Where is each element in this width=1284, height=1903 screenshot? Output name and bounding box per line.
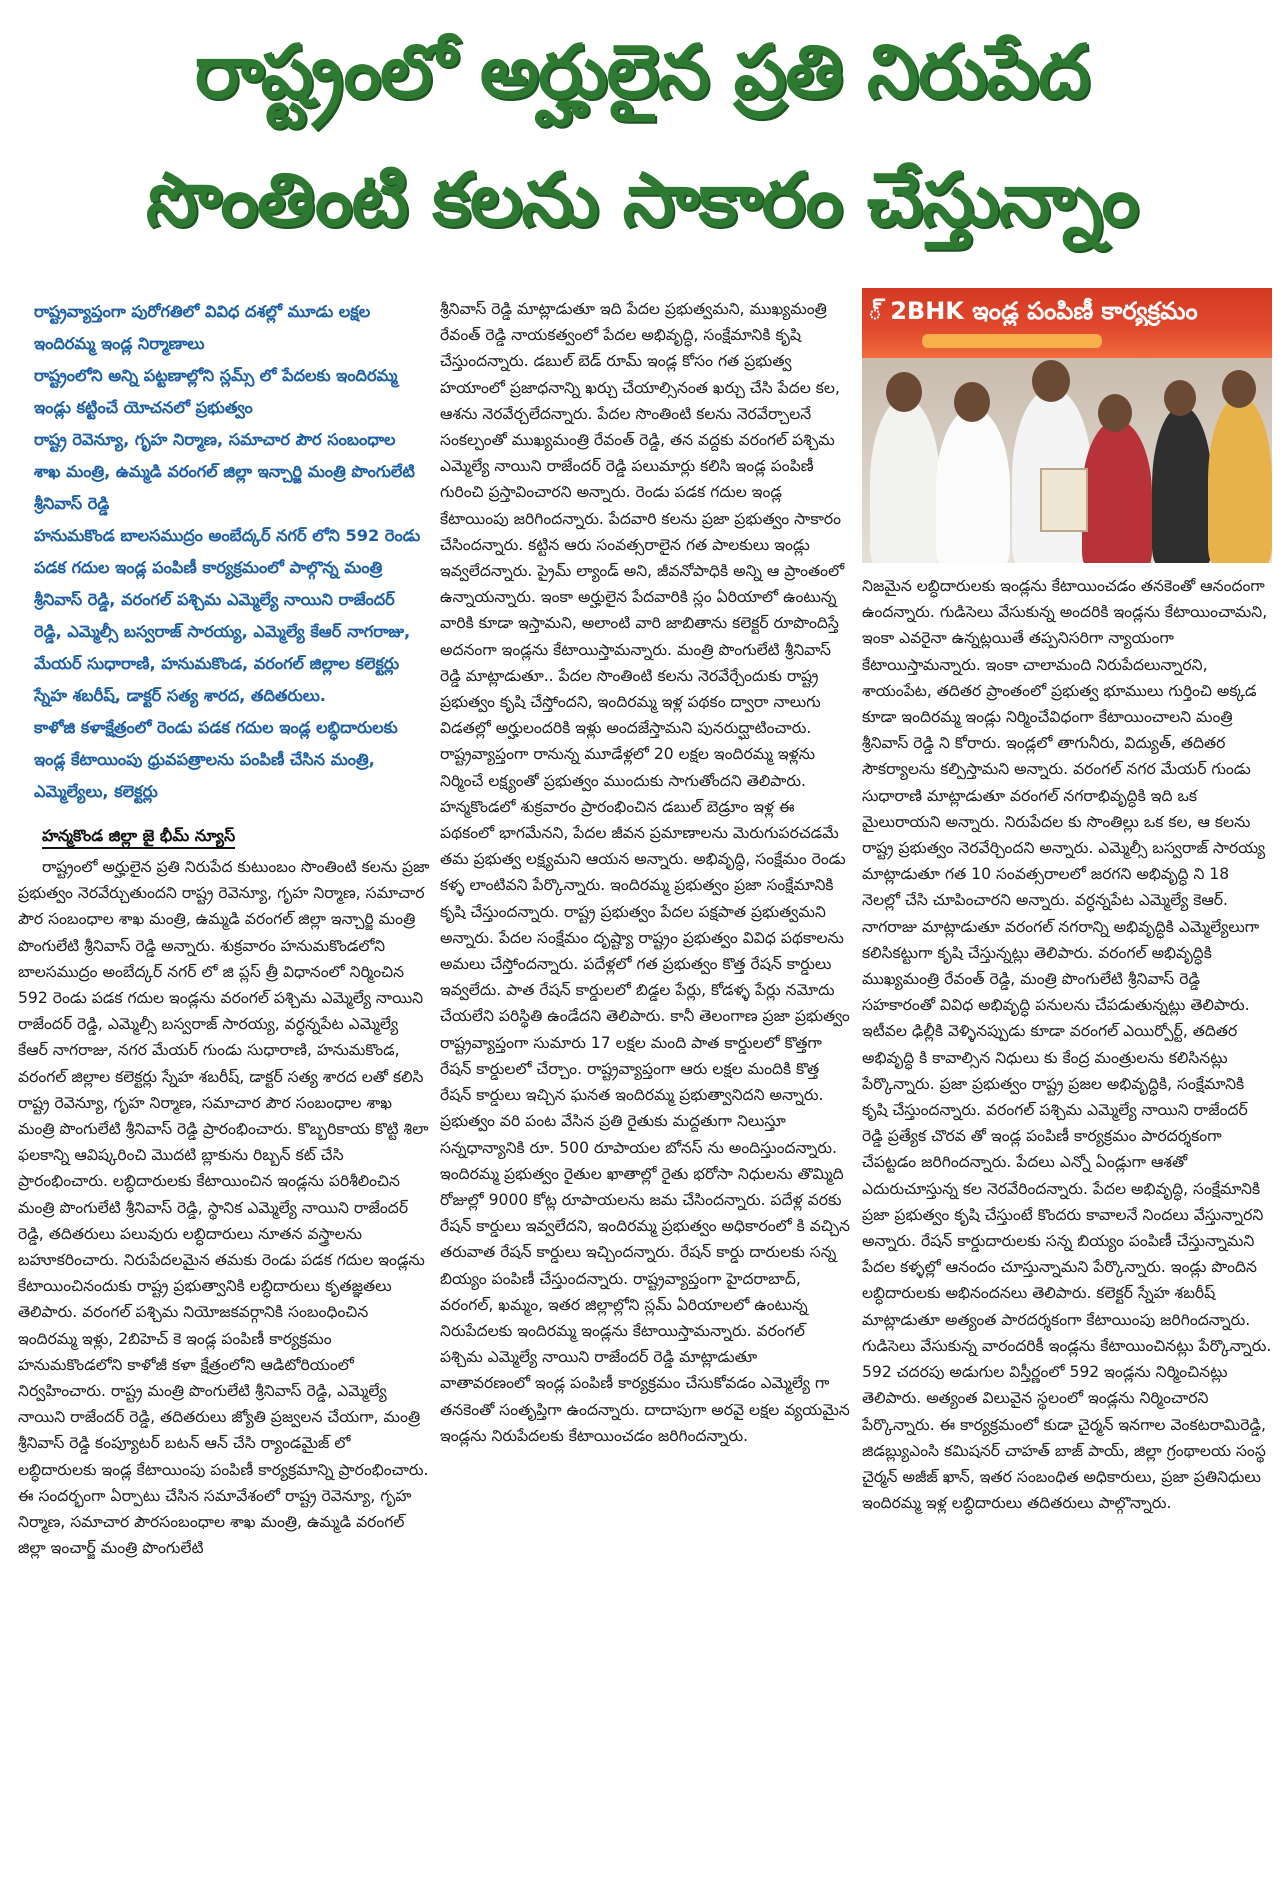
person-head <box>886 372 922 412</box>
person-figure <box>936 408 1010 563</box>
column-3 <box>862 288 1272 1896</box>
person-head <box>1098 394 1132 432</box>
headline-line-1: రాష్ట్రంలో అర్హులైన ప్రతి నిరుపేద <box>194 29 1090 115</box>
person-head <box>954 382 990 422</box>
paragraph: నిజమైన లబ్ధిదారులకు ఇండ్లను కేటాయించడం తనకెంతో ఆనందంగా ఉందన్నారు. గుడిసెలు వేసుకున్న అందరికి ఇండ్లను కేటాయించామని, ఇంకా ఎవరైనా ఉన్నట్లయితే తప్పనిసరిగా న్యాయంగా కేటాయిస్తామన్నారు. ఇంకా చాలామంది నిరుపేదలున్నారని, శాయంపేట, తదితర ప్రాంతంలో ప్రభుత్వ భూములు గుర్తించి అక్కడ కూడా ఇందిరమ్మ ఇండ్లు నిర్మించేవిధంగా కేటాయించాలని మంత్రి శ్రీనివాస్ రెడ్డి ని కోరారు. ఇండ్లలో తాగునీరు, విద్యుత్, తదితర సౌకర్యాలను కల్పిస్తామని అన్నారు. వరంగల్ నగర మేయర్ గుండు సుధారాణి మాట్లాడుతూ వరంగల్ నగరాభివృద్ధికి ఇది ఒక మైలురాయని అన్నారు. నిరుపేదల కు సొంతిల్లు ఒక కల, ఆ కలను రాష్ట్ర ప్రభుత్వం నెరవేర్చిందని అన్నారు. ఎమ్మెల్సీ బస్వరాజ్ సారయ్య మాట్లాడుతూ గత 10 సంవత్సరాలలో జరగని అభివృద్ధి ని 18 నెలల్లో చేసి చూపించారని అన్నారు. వర్ధన్నపేట ఎమ్మెల్యే కెఆర్. నాగరాజు మాట్లాడుతూ వరంగల్ నగరాన్ని అభివృద్ధికి ఎమ్మెల్యేలుగా కలిసికట్టుగా కృషి చేస్తున్నట్లు తెలిపారు. వరంగల్ అభివృద్ధికి ముఖ్యమంత్రి రేవంత్ రెడ్డి, మంత్రి పొంగులేటి శ్రీనివాస్ రెడ్డి సహకారంతో వివిధ అభివృద్ధి పనులను చేపడుతున్నట్లు తెలిపారు. ఇటీవల ఢిల్లీకి వెళ్ళినప్పుడు కూడా వరంగల్ ఎయిర్పోర్ట్, తదితర అభివృద్ధి కి కావాల్సిన నిధులు కు కేంద్ర మంత్రులను కలిసినట్లు పేర్కొన్నారు. ప్రజా ప్రభుత్వం రాష్ట్ర ప్రజల అభివృద్ధికి, సంక్షేమానికి కృషి చేస్తుందన్నారు. వరంగల్ పశ్చిమ ఎమ్మెల్యే నాయిని రాజేందర్ రెడ్డి ప్రత్యేక చొరవ తో ఇండ్ల పంపిణీ కార్యక్రమం పారదర్శకంగా చేపట్టడం జరిగిందన్నారు. పేదలు ఎన్నో ఏండ్లుగా ఆశతో ఎదురుచూస్తున్న కల నెరవేరిందన్నారు. పేదల అభివృద్ధి, సంక్షేమానికి ప్రజా ప్రభుత్వం కృషి చేస్తుంటే కొందరు కావాలనే నిందలు వేస్తున్నారని అన్నారు. రేషన్ కార్డుదారులకు సన్న బియ్యం పంపిణీ చేస్తున్నామని పేదల కళ్ళల్లో ఆనందం చూస్తున్నామని పేర్కొన్నారు. ఇండ్లు పొందిన లబ్ధిదారులకు అభినందనలు తెలిపారు. కలెక్టర్ స్నేహ శబరీష్ మాట్లాడుతూ అత్యంత పారదర్శకంగా కేటాయింపు జరిగిందన్నారు. గుడిసెలు వేసుకున్న వారందరికీ ఇండ్లను కేటాయించినట్లు పేర్కొన్నారు. 592 చదరపు అడుగుల విస్తీర్ణంలో 592 ఇండ్లను నిర్మించినట్లు తెలిపారు. అత్యంత విలువైన స్థలంలో ఇండ్లను నిర్మించారని పేర్కొన్నారు. ఈ కార్యక్రమంలో కుడా చైర్మన్ ఇనగాల వెంకటరామిరెడ్డి, జిడబ్ల్యుఎంసి కమిషనర్ చాహత్ బాజ్ పాయ్, జిల్లా గ్రంథాలయ సంస్థ చైర్మన్ అజీజ్ ఖాన్, ఇతర సంబంధిత అధికారులు, ప్రజా ప్రతినిధులు ఇందిరమ్మ ఇళ్ల లబ్ధిదారులు తదితరులు పాల్గొన్నారు. <box>862 577 1272 1513</box>
article-body-col3 <box>862 573 1272 1516</box>
deck-point: రాష్ట్రవ్యాప్తంగా పురోగతిలో వివిధ దశల్లో మూడు లక్షల ఇందిరమ్మ ఇండ్ల నిర్మాణాలు <box>34 302 371 353</box>
deck-point: రాష్ట్ర రెవెన్యూ, గృహ నిర్మాణ, సమాచార పౌర సంబంధాల శాఖ మంత్రి, ఉమ్మడి వరంగల్ జిల్లా ఇన్చార్జి మంత్రి పొంగులేటి శ్రీనివాస్ రెడ్డి <box>34 430 415 513</box>
event-photo <box>862 288 1272 563</box>
deck-point: హనుమకొండ బాలసముద్రం అంబేద్కర్ నగర్ లోని 592 రెండు పడక గదుల ఇండ్ల పంపిణీ కార్యక్రమంలో పాల్గొన్న మంత్రి శ్రీనివాస్ రెడ్డి, వరంగల్ పశ్చిమ ఎమ్మెల్యే నాయిని రాజేందర్ రెడ్డి, ఎమ్మెల్సీ బస్వరాజ్ సారయ్య, ఎమ్మెల్యే కేఆర్ నాగరాజు, మేయర్ సుధారాణి, హనుమకొండ, వరంగల్ జిల్లాల కలెక్టర్లు స్నేహ శబరీష్, డాక్టర్ సత్య శారద, తదితరులు. <box>34 526 421 705</box>
column-1 <box>18 296 430 1896</box>
person-figure <box>1082 420 1152 563</box>
photo-banner-ribbon <box>922 334 1102 348</box>
headline <box>0 0 1284 268</box>
deck-point: కాళోజి కళాక్షేత్రంలో రెండు పడక గదుల ఇండ్ల లబ్ధిదారులకు ఇండ్ల కేటాయింపు ధ్రువపత్రాలను పంపిణీ చేసిన మంత్రి, ఎమ్మెల్యేలు, కలెక్టర్లు <box>34 718 398 801</box>
photo-banner-text: ్ 2BHK ఇండ్ల పంపిణీ కార్యక్రమం <box>868 297 1198 325</box>
byline-text: హన్మకొండ జిల్లా జై భీమ్ న్యూస్ <box>42 826 235 849</box>
article-body-col1 <box>18 854 430 1561</box>
article-body-col2 <box>440 296 852 1449</box>
person-head <box>1164 380 1196 416</box>
person-figure <box>1208 396 1272 563</box>
person-head <box>1222 370 1256 408</box>
person-figure <box>1152 406 1212 563</box>
byline <box>18 824 430 848</box>
deck-highlights <box>18 296 430 808</box>
paragraph: రాష్ట్రంలో అర్హులైన ప్రతి నిరుపేద కుటుంబం సొంతింటి కలను ప్రజా ప్రభుత్వం నెరవేర్చుతుందని రాష్ట్ర రెవెన్యూ, గృహ నిర్మాణ, సమాచార పౌర సంబంధాల శాఖ మంత్రి, ఉమ్మడి వరంగల్ జిల్లా ఇన్చార్జి మంత్రి పొంగులేటి శ్రీనివాస్ రెడ్డి అన్నారు. శుక్రవారం హనుమకొండలోని బాలసముద్రం అంబేద్కర్ నగర్ లో జి ప్లస్ త్రీ విధానంలో నిర్మించిన 592 రెండు పడక గదుల ఇండ్లను వరంగల్ పశ్చిమ ఎమ్మెల్యే నాయిని రాజేందర్ రెడ్డి, ఎమ్మెల్సీ బస్వరాజ్ సారయ్య, వర్ధన్నపేట ఎమ్మెల్యే కేఆర్ నాగరాజు, నగర మేయర్ గుండు సుధారాణి, హనుమకొండ, వరంగల్ జిల్లాల కలెక్టర్లు స్నేహ శబరీష్, డాక్టర్ సత్య శారద లతో కలిసి రాష్ట్ర రెవెన్యూ, గృహ నిర్మాణ, సమాచార పౌర సంబంధాల శాఖ మంత్రి పొంగులేటి శ్రీనివాస్ రెడ్డి ప్రారంభించారు. కొబ్బరికాయ కొట్టి శిలా ఫలకాన్ని ఆవిష్కరించి మొదటి బ్లాకును రిబ్బన్ కట్ చేసి ప్రారంభించారు. లబ్ధిదారులకు కేటాయించిన ఇండ్లను పరిశీలించిన మంత్రి పొంగులేటి శ్రీనివాస్ రెడ్డి, స్థానిక ఎమ్మెల్యే నాయిని రాజేందర్ రెడ్డి, తదితరులు పలువురు లబ్ధిదారులు నూతన వస్త్రాలను బహూకరించారు. నిరుపేదలమైన తమకు రెండు పడక గదుల ఇండ్లను కేటాయించినందుకు రాష్ట్ర ప్రభుత్వానికి లబ్ధిదారులు కృతజ్ఞతలు తెలిపారు. వరంగల్ పశ్చిమ నియోజకవర్గానికి సంబంధించిన ఇందిరమ్మ ఇళ్లు, 2బిహెచ్ కె ఇండ్ల పంపిణీ కార్యక్రమం హనుమకొండలోని కాళోజీ కళా క్షేత్రంలోని ఆడిటోరియంలో నిర్వహించారు. రాష్ట్ర మంత్రి పొంగులేటి శ్రీనివాస్ రెడ్డి, ఎమ్మెల్యే నాయిని రాజేందర్ రెడ్డి, తదితరులు జ్యోతి ప్రజ్వలన చేయగా, మంత్రి శ్రీనివాస్ రెడ్డి కంప్యూటర్ బటన్ ఆన్ చేసి ర్యాండమైజ్ లో లబ్ధిదారులకు ఇండ్ల కేటాయింపు పంపిణీ కార్యక్రమాన్ని ప్రారంభించారు. ఈ సందర్భంగా ఏర్పాటు చేసిన సమావేశంలో రాష్ట్ర రెవెన్యూ, గృహ నిర్మాణ, సమాచార పౌరసంబంధాల శాఖ మంత్రి, ఉమ్మడి వరంగల్ జిల్లా ఇంచార్జ్ మంత్రి పొంగులేటి <box>18 858 430 1558</box>
headline-line-2: సొంతింటి కలను సాకారం చేస్తున్నాం <box>145 157 1139 243</box>
paragraph: శ్రీనివాస్ రెడ్డి మాట్లాడుతూ ఇది పేదల ప్రభుత్వమని, ముఖ్యమంత్రి రేవంత్ రెడ్డి నాయకత్వంలో పేదల అభివృద్ధి, సంక్షేమానికి కృషి చేస్తుందన్నారు. డబుల్ బెడ్ రూమ్ ఇండ్ల కోసం గత ప్రభుత్వ హయాంలో ప్రజాధనాన్ని ఖర్చు చేయాల్సినంత ఖర్చు చేసి పేదల కల, ఆశను నెరవేర్చలేదన్నారు. పేదల సొంతింటి కలను నెరవేర్చాలనే సంకల్పంతో ముఖ్యమంత్రి రేవంత్ రెడ్డి, తన వద్దకు వరంగల్ పశ్చిమ ఎమ్మెల్యే నాయిని రాజేందర్ రెడ్డి పలుమార్లు కలిసి ఇండ్ల పంపిణీ గురించి ప్రస్తావించారని అన్నారు. రెండు పడక గదుల ఇండ్ల కేటాయింపు జరిగిందన్నారు. పేదవారి కలను ప్రజా ప్రభుత్వం సాకారం చేసిందన్నారు. కట్టిన ఆరు సంవత్సరాలైన గత పాలకులు ఇండ్లు ఇవ్వలేదన్నారు. ప్రైమ్ ల్యాండ్ అని, జీవనోపాధికి అన్ని ఆ ప్రాంతంలో ఉన్నాయన్నారు. ఇంకా అర్హులైన పేదవారికి స్లం ఏరియాలో ఉంటున్న వారికి కూడా ఇస్తామని, అలాంటి వారి జాబితాను కలెక్టర్ రూపొందిస్తే అదనంగా ఇండ్లను కేటాయిస్తామన్నారు. మంత్రి పొంగులేటి శ్రీనివాస్ రెడ్డి మాట్లాడుతూ.. పేదల సొంతింటి కలను నెరవేర్చేందుకు రాష్ట్ర ప్రభుత్వం కృషి చేస్తోందని, ఇందిరమ్మ ఇళ్ల పథకం ద్వారా నాలుగు విడతల్లో అర్హులందరికి ఇళ్లు అందజేస్తామని పునరుద్ఘాటించారు. రాష్ట్రవ్యాప్తంగా రానున్న మూడేళ్లలో 20 లక్షల ఇందిరమ్మ ఇళ్లను నిర్మించే లక్ష్యంతో ప్రభుత్వం ముందుకు సాగుతోందని తెలిపారు. హన్మకొండలో శుక్రవారం ప్రారంభించిన డబుల్ బెడ్రూం ఇళ్ల ఈ పథకంలో భాగమేనని, పేదల జీవన ప్రమాణాలను మెరుగుపరచడమే తమ ప్రభుత్వ లక్ష్యమని ఆయన అన్నారు. అభివృద్ధి, సంక్షేమం రెండు కళ్ళ లాంటివని పేర్కొన్నారు. ఇందిరమ్మ ప్రభుత్వం ప్రజా సంక్షేమానికి కృషి చేస్తుందన్నారు. రాష్ట్ర ప్రభుత్వం పేదల పక్షపాత ప్రభుత్వమని అన్నారు. పేదల సంక్షేమం దృష్ట్యా రాష్ట్రం ప్రభుత్వం వివిధ పథకాలను అమలు చేస్తోందన్నారు. పదేళ్లలో గత ప్రభుత్వం కొత్త రేషన్ కార్డులు ఇవ్వలేదు. పాత రేషన్ కార్డులలో బిడ్డల పేర్లు, కోడళ్ళ పేర్లు నమోదు చేయలేని పరిస్థితి ఉండేదని తెలిపారు. కానీ తెలంగాణ ప్రజా ప్రభుత్వం రాష్ట్రవ్యాప్తంగా సుమారు 17 లక్షల మంది పాత కార్డులలో కొత్తగా రేషన్ కార్డులలో చేర్చాం. రాష్ట్రవ్యాప్తంగా ఆరు లక్షల మందికి కొత్త రేషన్ కార్డులు ఇచ్చిన ఘనత ఇందిరమ్మ ప్రభుత్వానిదని అన్నారు. ప్రభుత్వం వరి పంట వేసిన ప్రతి రైతుకు మద్దతుగా నిలుస్తూ సన్నధాన్యానికి రూ. 500 రూపాయల బోనస్ ను అందిస్తుందన్నారు. ఇందిరమ్మ ప్రభుత్వం రైతుల ఖాతాల్లో రైతు భరోసా నిధులను తొమ్మిది రోజుల్లో 9000 కోట్ల రూపాయలను జమ చేసిందన్నారు. పదేళ్ల వరకు రేషన్ కార్డులు ఇవ్వలేదని, ఇందిరమ్మ ప్రభుత్వం అధికారంలో కి వచ్చిన తరువాత రేషన్ కార్డులు ఇచ్చిందన్నారు. రేషన్ కార్డు దారులకు సన్న బియ్యం పంపిణీ చేస్తుందన్నారు. రాష్ట్రవ్యాప్తంగా హైదరాబాద్, వరంగల్, ఖమ్మం, ఇతర జిల్లాల్లోని స్లమ్ ఏరియాలలో ఉంటున్న నిరుపేదలకు ఇందిరమ్మ ఇండ్లను కేటాయిస్తామన్నారు. వరంగల్ పశ్చిమ ఎమ్మెల్యే నాయిని రాజేందర్ రెడ్డి మాట్లాడుతూ వాతావరణంలో ఇండ్ల పంపిణీ కార్యక్రమం చేసుకోవడం ఎమ్మెల్యే గా తనకెంతో సంతృప్తిగా ఉందన్నారు. దాదాపుగా అరవై లక్షల వ్యయమైన ఇండ్లను నిరుపేదలకు కేటాయించడం జరిగిందన్నారు. <box>440 300 850 1445</box>
person-figure <box>870 398 940 563</box>
gift-bag <box>1040 468 1088 532</box>
column-2 <box>440 296 852 1896</box>
deck-point: రాష్ట్రంలోని అన్ని పట్టణాల్లోని స్లమ్స్ లో పేదలకు ఇందిరమ్మ ఇండ్లు కట్టించే యోచనలో ప్రభుత్వం <box>34 366 398 417</box>
person-head <box>1032 360 1070 402</box>
